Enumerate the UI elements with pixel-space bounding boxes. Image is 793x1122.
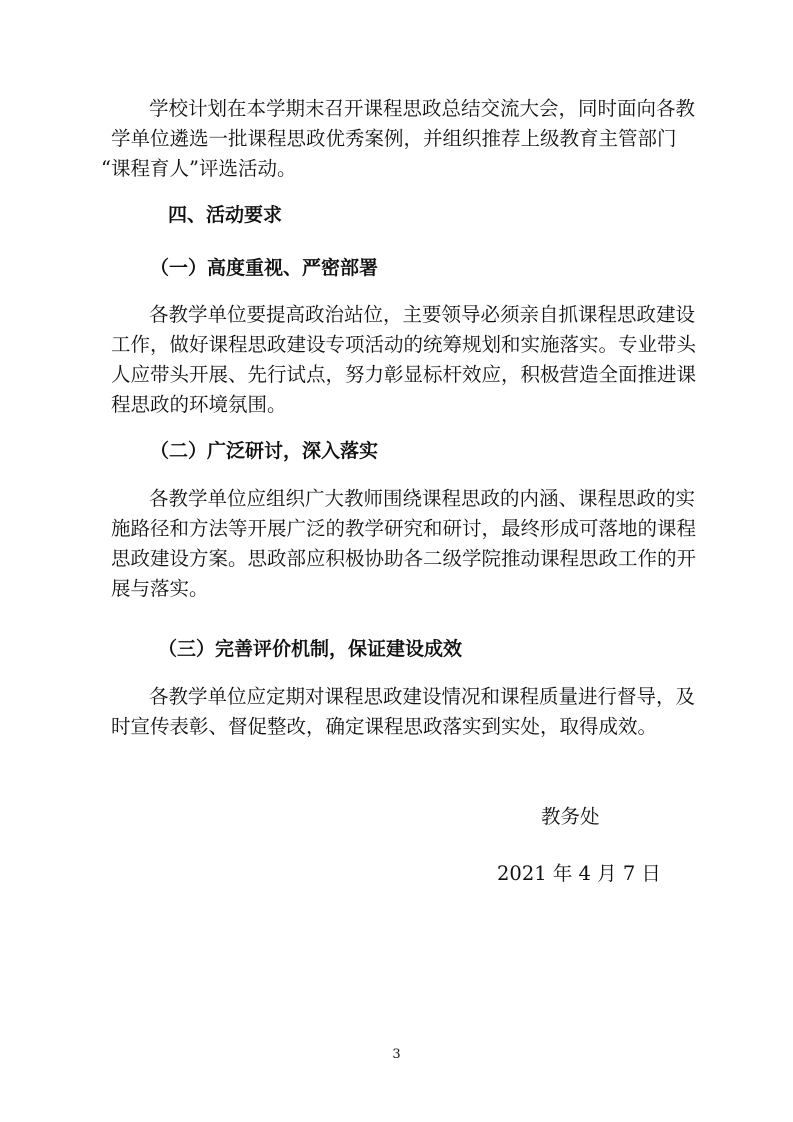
paragraph-1 xyxy=(111,300,697,420)
text-line: 学校计划在本学期末召开课程思政总结交流大会，同时面向各教 xyxy=(149,97,696,120)
text-line: 各教学单位应定期对课程思政建设情况和课程质量进行督导，及 xyxy=(149,685,696,708)
subsection-heading-3: （三）完善评价机制，保证建设成效 xyxy=(158,638,463,660)
text-line: 学单位遴选一批课程思政优秀案例，并组织推荐上级教育主管部门 xyxy=(111,127,677,150)
subsection-heading-1: （一）高度重视、严密部署 xyxy=(150,257,379,279)
text-line: “课程育人”评选活动。 xyxy=(101,157,297,180)
text-line: 施路径和方法等开展广泛的教学研究和研讨，最终形成可落地的课程 xyxy=(111,517,697,540)
intro-paragraph xyxy=(101,94,696,184)
text-line: 展与落实。 xyxy=(111,577,209,600)
page-number: 3 xyxy=(392,1047,401,1062)
signature-date: 2021 年 4 月 7 日 xyxy=(497,862,661,885)
text-line: 工作，做好课程思政建设专项活动的统筹规划和实施落实。专业带头 xyxy=(111,333,697,356)
paragraph-2 xyxy=(111,484,697,604)
text-line: 各教学单位应组织广大教师围绕课程思政的内涵、课程思政的实 xyxy=(149,487,696,510)
text-line: 各教学单位要提高政治站位，主要领导必须亲自抓课程思政建设 xyxy=(149,303,696,326)
section-heading: 四、活动要求 xyxy=(168,204,283,226)
paragraph-3 xyxy=(111,682,696,742)
text-line: 人应带头开展、先行试点，努力彰显标杆效应，积极营造全面推进课 xyxy=(111,363,697,386)
text-line: 时宣传表彰、督促整改，确定课程思政落实到实处，取得成效。 xyxy=(111,715,658,738)
text-line: 思政建设方案。思政部应积极协助各二级学院推动课程思政工作的开 xyxy=(111,547,697,570)
signature-office: 教务处 xyxy=(541,805,600,828)
text-line: 程思政的环境氛围。 xyxy=(111,393,287,416)
subsection-heading-2: （二）广泛研讨，深入落实 xyxy=(150,440,379,462)
